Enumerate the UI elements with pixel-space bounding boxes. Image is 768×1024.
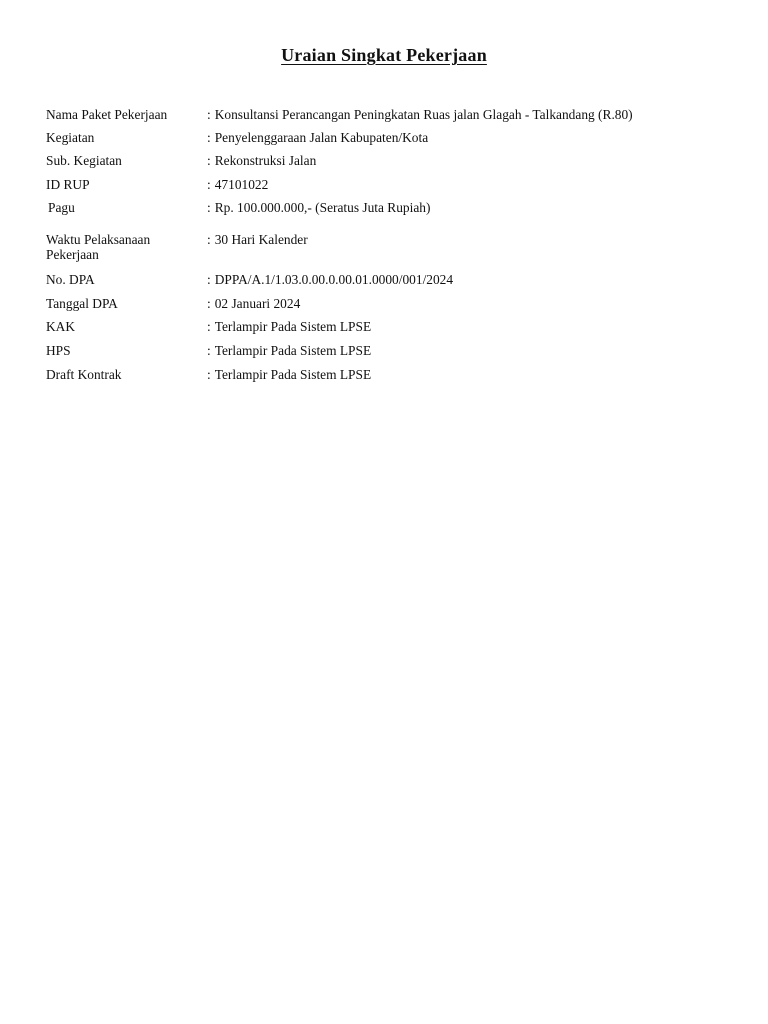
row-label: Pagu (48, 200, 75, 215)
row-label: KAK (46, 319, 76, 334)
row-value-wrap (207, 107, 633, 122)
row-value-wrap (207, 153, 316, 168)
row-value: Konsultansi Perancangan Peningkatan Ruas jalan Glagah - Talkandang (R.80) (214, 107, 633, 122)
row-value: Terlampir Pada Sistem LPSE (214, 319, 372, 334)
separator: : (207, 107, 211, 122)
row-value-wrap (207, 232, 308, 247)
row-value: 47101022 (214, 177, 269, 192)
separator: : (207, 232, 211, 247)
row-value: DPPA/A.1/1.03.0.00.0.00.01.0000/001/2024 (214, 272, 454, 287)
row-value-wrap (207, 177, 268, 192)
row-value-wrap (207, 272, 453, 287)
row-label-line2: Pekerjaan (46, 247, 99, 262)
row-label: ID RUP (46, 177, 90, 192)
row-value: Penyelenggaraan Jalan Kabupaten/Kota (214, 130, 429, 145)
row-value: Rp. 100.000.000,- (Seratus Juta Rupiah) (214, 200, 431, 215)
row-value: 30 Hari Kalender (214, 232, 308, 247)
separator: : (207, 177, 211, 192)
row-label: Nama Paket Pekerjaan (46, 107, 168, 122)
row-label (46, 232, 196, 262)
row-label-line1: Waktu Pelaksanaan (46, 232, 151, 247)
row-label: Tanggal DPA (46, 296, 118, 311)
separator: : (207, 367, 211, 382)
separator: : (207, 319, 211, 334)
row-value: Terlampir Pada Sistem LPSE (214, 367, 372, 382)
row-value-wrap (207, 343, 371, 358)
separator: : (207, 200, 211, 215)
row-value: Terlampir Pada Sistem LPSE (214, 343, 372, 358)
row-label: Draft Kontrak (46, 367, 122, 382)
separator: : (207, 343, 211, 358)
row-value-wrap (207, 367, 371, 382)
separator: : (207, 272, 211, 287)
separator: : (207, 130, 211, 145)
row-value-wrap (207, 200, 430, 215)
row-label: No. DPA (46, 272, 95, 287)
row-value-wrap (207, 130, 428, 145)
row-label: Kegiatan (46, 130, 95, 145)
separator: : (207, 153, 211, 168)
row-label: HPS (46, 343, 71, 358)
separator: : (207, 296, 211, 311)
row-value-wrap (207, 319, 371, 334)
row-label: Sub. Kegiatan (46, 153, 122, 168)
row-value: 02 Januari 2024 (214, 296, 301, 311)
row-value-wrap (207, 296, 300, 311)
row-value: Rekonstruksi Jalan (214, 153, 317, 168)
document-title: Uraian Singkat Pekerjaan (281, 45, 487, 65)
